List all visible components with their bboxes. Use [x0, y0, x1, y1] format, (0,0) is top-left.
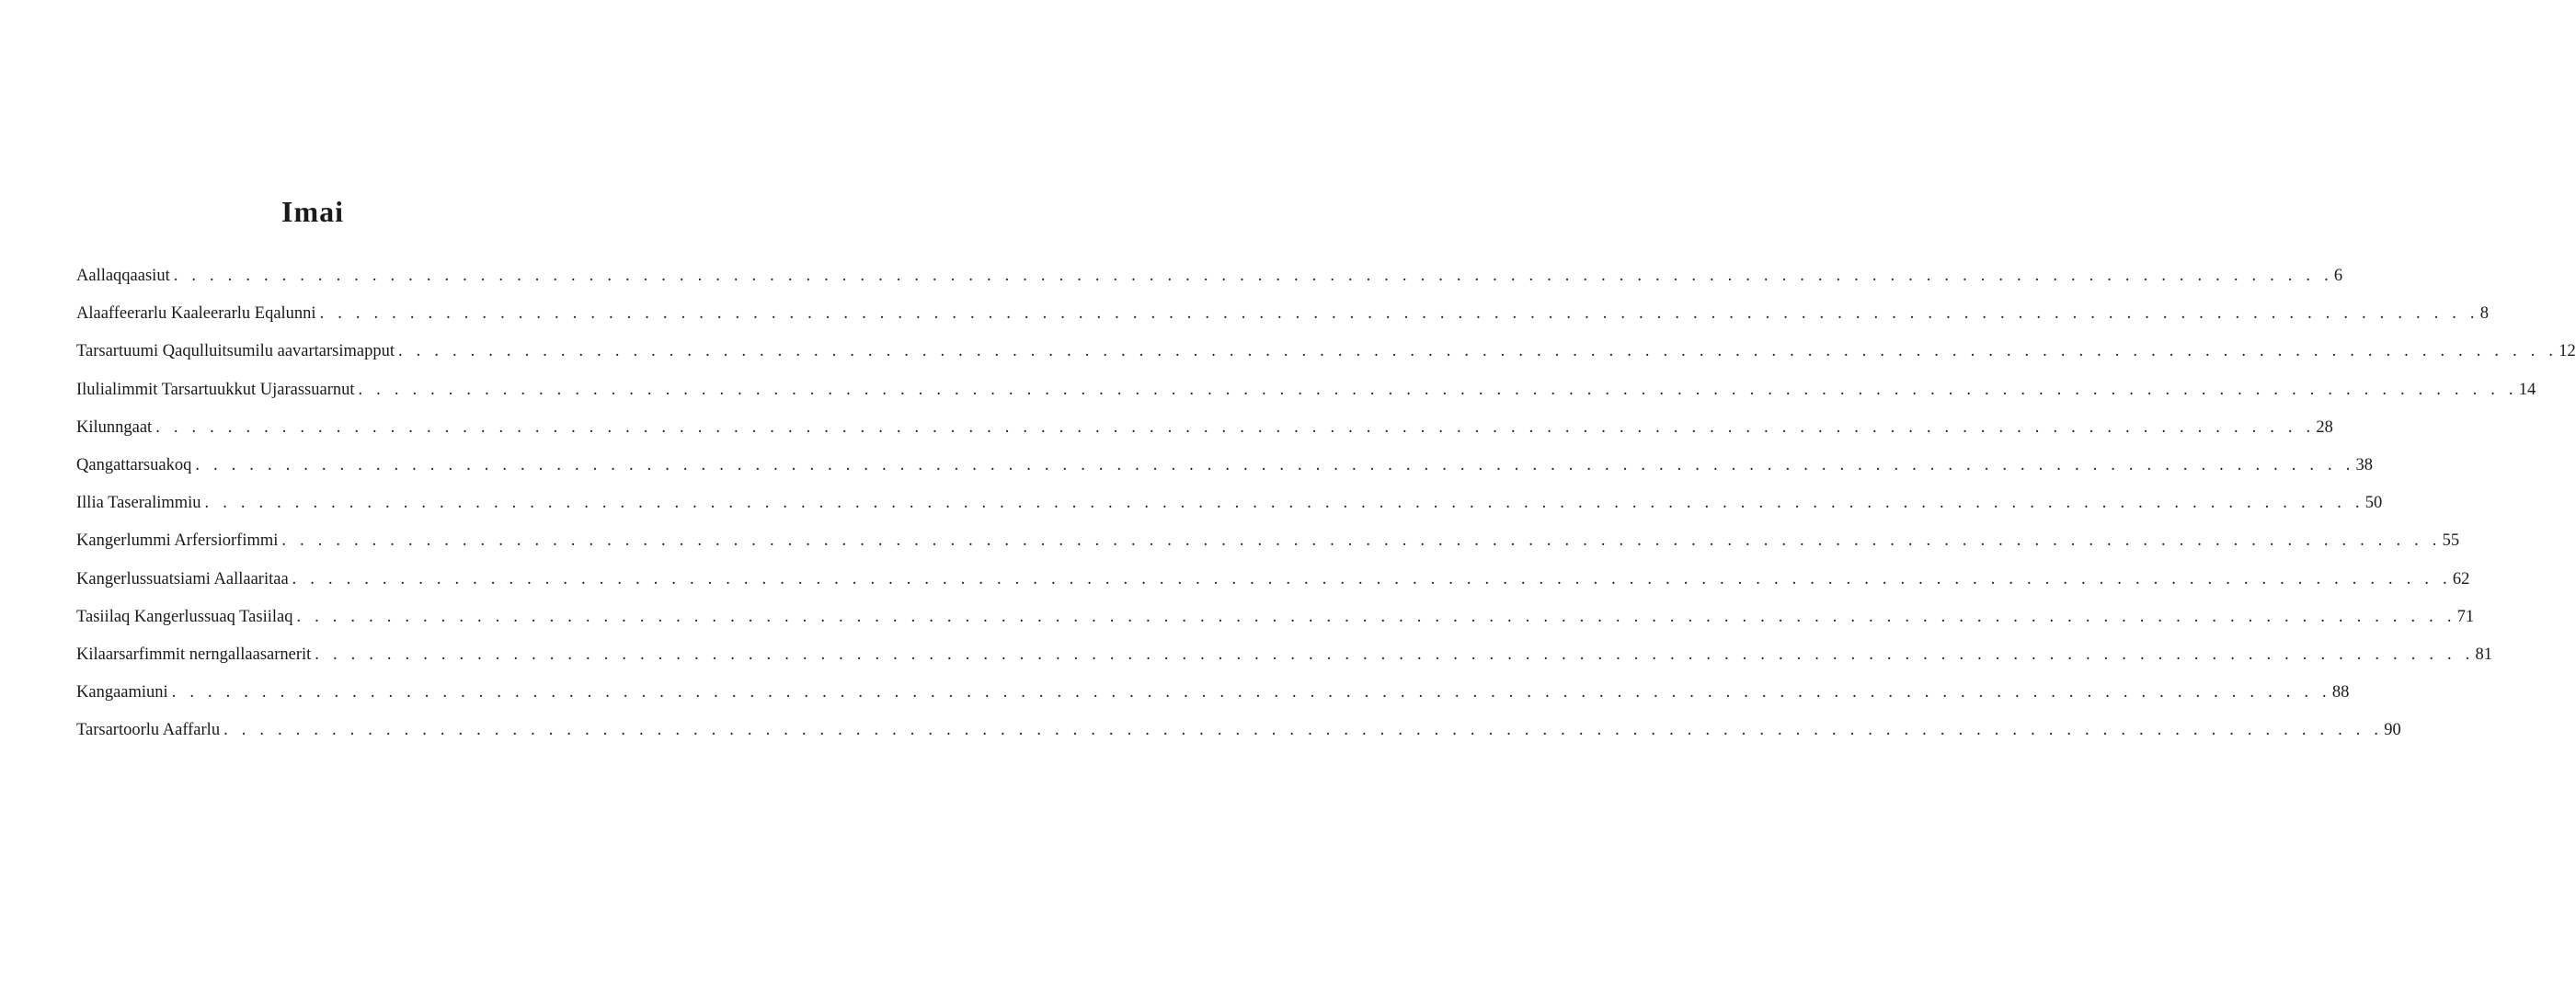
- toc-entry-page-number: 50: [2364, 494, 2383, 513]
- toc-entry-title: Tarsartoorlu Aaffarlu: [76, 721, 221, 740]
- toc-entry-page-number: 12: [2559, 342, 2576, 361]
- toc-entry-title: Alaaffeerarlu Kaaleerarlu Eqalunni: [76, 304, 316, 324]
- toc-entry-title: Ilulialimmit Tarsartuukkut Ujarassuarnut: [76, 380, 355, 399]
- toc-entry-title: Kilaarsarfimmit nerngallaasarnerit: [76, 645, 312, 664]
- toc-entry-page-number: 6: [2333, 267, 2343, 285]
- toc-entry-title: Kangaamiuni: [76, 683, 168, 702]
- toc-entry-page-number: 8: [2479, 304, 2490, 324]
- dot-leader: . . . . . . . . . . . . . . . . . . . . . . . . . . . . . . . . . . . . . . . . . . . . . . . . . . . . . . . . . . . . . . . . . . . . . . . . . . . . . . . . . . . . . . . . . . . . . . . . . . . . . . . . . . . . . . . . . . . . . . . .: [281, 531, 2442, 551]
- dot-leader: . . . . . . . . . . . . . . . . . . . . . . . . . . . . . . . . . . . . . . . . . . . . . . . . . . . . . . . . . . . . . . . . . . . . . . . . . . . . . . . . . . . . . . . . . . . . . . . . . . . . . . . . . . . . . . . . . . . . . . . .: [358, 380, 2518, 399]
- dot-leader: . . . . . . . . . . . . . . . . . . . . . . . . . . . . . . . . . . . . . . . . . . . . . . . . . . . . . . . . . . . . . . . . . . . . . . . . . . . . . . . . . . . . . . . . . . . . . . . . . . . . . . . . . . . . . . . . . . . . . . . .: [319, 304, 2479, 324]
- toc-entry-page-number: 38: [2355, 455, 2374, 474]
- toc-entry-page-number: 81: [2475, 645, 2492, 664]
- toc-entry-page-number: 71: [2456, 607, 2475, 626]
- toc-entry[interactable]: [76, 642, 2492, 679]
- toc-entry[interactable]: [76, 452, 2374, 490]
- dot-leader: . . . . . . . . . . . . . . . . . . . . . . . . . . . . . . . . . . . . . . . . . . . . . . . . . . . . . . . . . . . . . . . . . . . . . . . . . . . . . . . . . . . . . . . . . . . . . . . . . . . . . . . . . . . . . . . . . . . . . . . .: [223, 721, 2384, 740]
- dot-leader: . . . . . . . . . . . . . . . . . . . . . . . . . . . . . . . . . . . . . . . . . . . . . . . . . . . . . . . . . . . . . . . . . . . . . . . . . . . . . . . . . . . . . . . . . . . . . . . . . . . . . . . . . . . . . . . . . . . . . . . .: [398, 342, 2559, 361]
- toc-entry-page-number: 28: [2316, 417, 2333, 437]
- toc-entry-title: Tarsartuumi Qaqulluitsumilu aavartarsimapput: [76, 342, 395, 361]
- table-of-contents: [76, 263, 2576, 755]
- toc-entry[interactable]: [76, 604, 2475, 642]
- toc-entry-title: Tasiilaq Kangerlussuaq Tasiilaq: [76, 607, 293, 626]
- toc-entry-title: Kangerlussuatsiami Aallaaritaa: [76, 569, 289, 588]
- page-title: Imai: [281, 195, 344, 228]
- toc-entry[interactable]: [76, 415, 2333, 452]
- toc-entry-title: Aallaqqaasiut: [76, 267, 170, 285]
- toc-entry[interactable]: [76, 528, 2460, 565]
- toc-entry[interactable]: [76, 490, 2383, 528]
- toc-entry[interactable]: [76, 566, 2470, 604]
- dot-leader: . . . . . . . . . . . . . . . . . . . . . . . . . . . . . . . . . . . . . . . . . . . . . . . . . . . . . . . . . . . . . . . . . . . . . . . . . . . . . . . . . . . . . . . . . . . . . . . . . . . . . . . . . . . . . . . . . . . . . . . .: [155, 417, 2316, 437]
- toc-entry[interactable]: [76, 263, 2343, 301]
- toc-entry[interactable]: [76, 301, 2490, 338]
- toc-entry-title: Kangerlummi Arfersiorfimmi: [76, 531, 279, 551]
- toc-entry-page-number: 55: [2442, 531, 2460, 551]
- dot-leader: . . . . . . . . . . . . . . . . . . . . . . . . . . . . . . . . . . . . . . . . . . . . . . . . . . . . . . . . . . . . . . . . . . . . . . . . . . . . . . . . . . . . . . . . . . . . . . . . . . . . . . . . . . . . . . . . . . . . . . . .: [296, 607, 2456, 626]
- toc-entry-title: Kilunngaat: [76, 417, 153, 437]
- toc-entry[interactable]: [76, 679, 2350, 717]
- dot-leader: . . . . . . . . . . . . . . . . . . . . . . . . . . . . . . . . . . . . . . . . . . . . . . . . . . . . . . . . . . . . . . . . . . . . . . . . . . . . . . . . . . . . . . . . . . . . . . . . . . . . . . . . . . . . . . . . . . . . . . . .: [292, 569, 2452, 588]
- toc-entry-title: Qangattarsuakoq: [76, 455, 192, 474]
- dot-leader: . . . . . . . . . . . . . . . . . . . . . . . . . . . . . . . . . . . . . . . . . . . . . . . . . . . . . . . . . . . . . . . . . . . . . . . . . . . . . . . . . . . . . . . . . . . . . . . . . . . . . . . . . . . . . . . . . . . . . . . .: [315, 645, 2475, 664]
- toc-entry[interactable]: [76, 377, 2536, 415]
- dot-leader: . . . . . . . . . . . . . . . . . . . . . . . . . . . . . . . . . . . . . . . . . . . . . . . . . . . . . . . . . . . . . . . . . . . . . . . . . . . . . . . . . . . . . . . . . . . . . . . . . . . . . . . . . . . . . . . . . . . . . . . .: [173, 267, 2333, 285]
- dot-leader: . . . . . . . . . . . . . . . . . . . . . . . . . . . . . . . . . . . . . . . . . . . . . . . . . . . . . . . . . . . . . . . . . . . . . . . . . . . . . . . . . . . . . . . . . . . . . . . . . . . . . . . . . . . . . . . . . . . . . . . .: [204, 494, 2364, 513]
- toc-entry[interactable]: [76, 717, 2401, 755]
- dot-leader: . . . . . . . . . . . . . . . . . . . . . . . . . . . . . . . . . . . . . . . . . . . . . . . . . . . . . . . . . . . . . . . . . . . . . . . . . . . . . . . . . . . . . . . . . . . . . . . . . . . . . . . . . . . . . . . . . . . . . . . .: [195, 455, 2355, 474]
- toc-entry-page-number: 90: [2384, 721, 2401, 740]
- dot-leader: . . . . . . . . . . . . . . . . . . . . . . . . . . . . . . . . . . . . . . . . . . . . . . . . . . . . . . . . . . . . . . . . . . . . . . . . . . . . . . . . . . . . . . . . . . . . . . . . . . . . . . . . . . . . . . . . . . . . . . . .: [171, 683, 2331, 702]
- toc-entry-page-number: 88: [2331, 683, 2350, 702]
- toc-entry[interactable]: [76, 338, 2576, 376]
- toc-entry-page-number: 62: [2452, 569, 2470, 588]
- toc-entry-title: Illia Taseralimmiu: [76, 494, 201, 513]
- toc-entry-page-number: 14: [2518, 380, 2536, 399]
